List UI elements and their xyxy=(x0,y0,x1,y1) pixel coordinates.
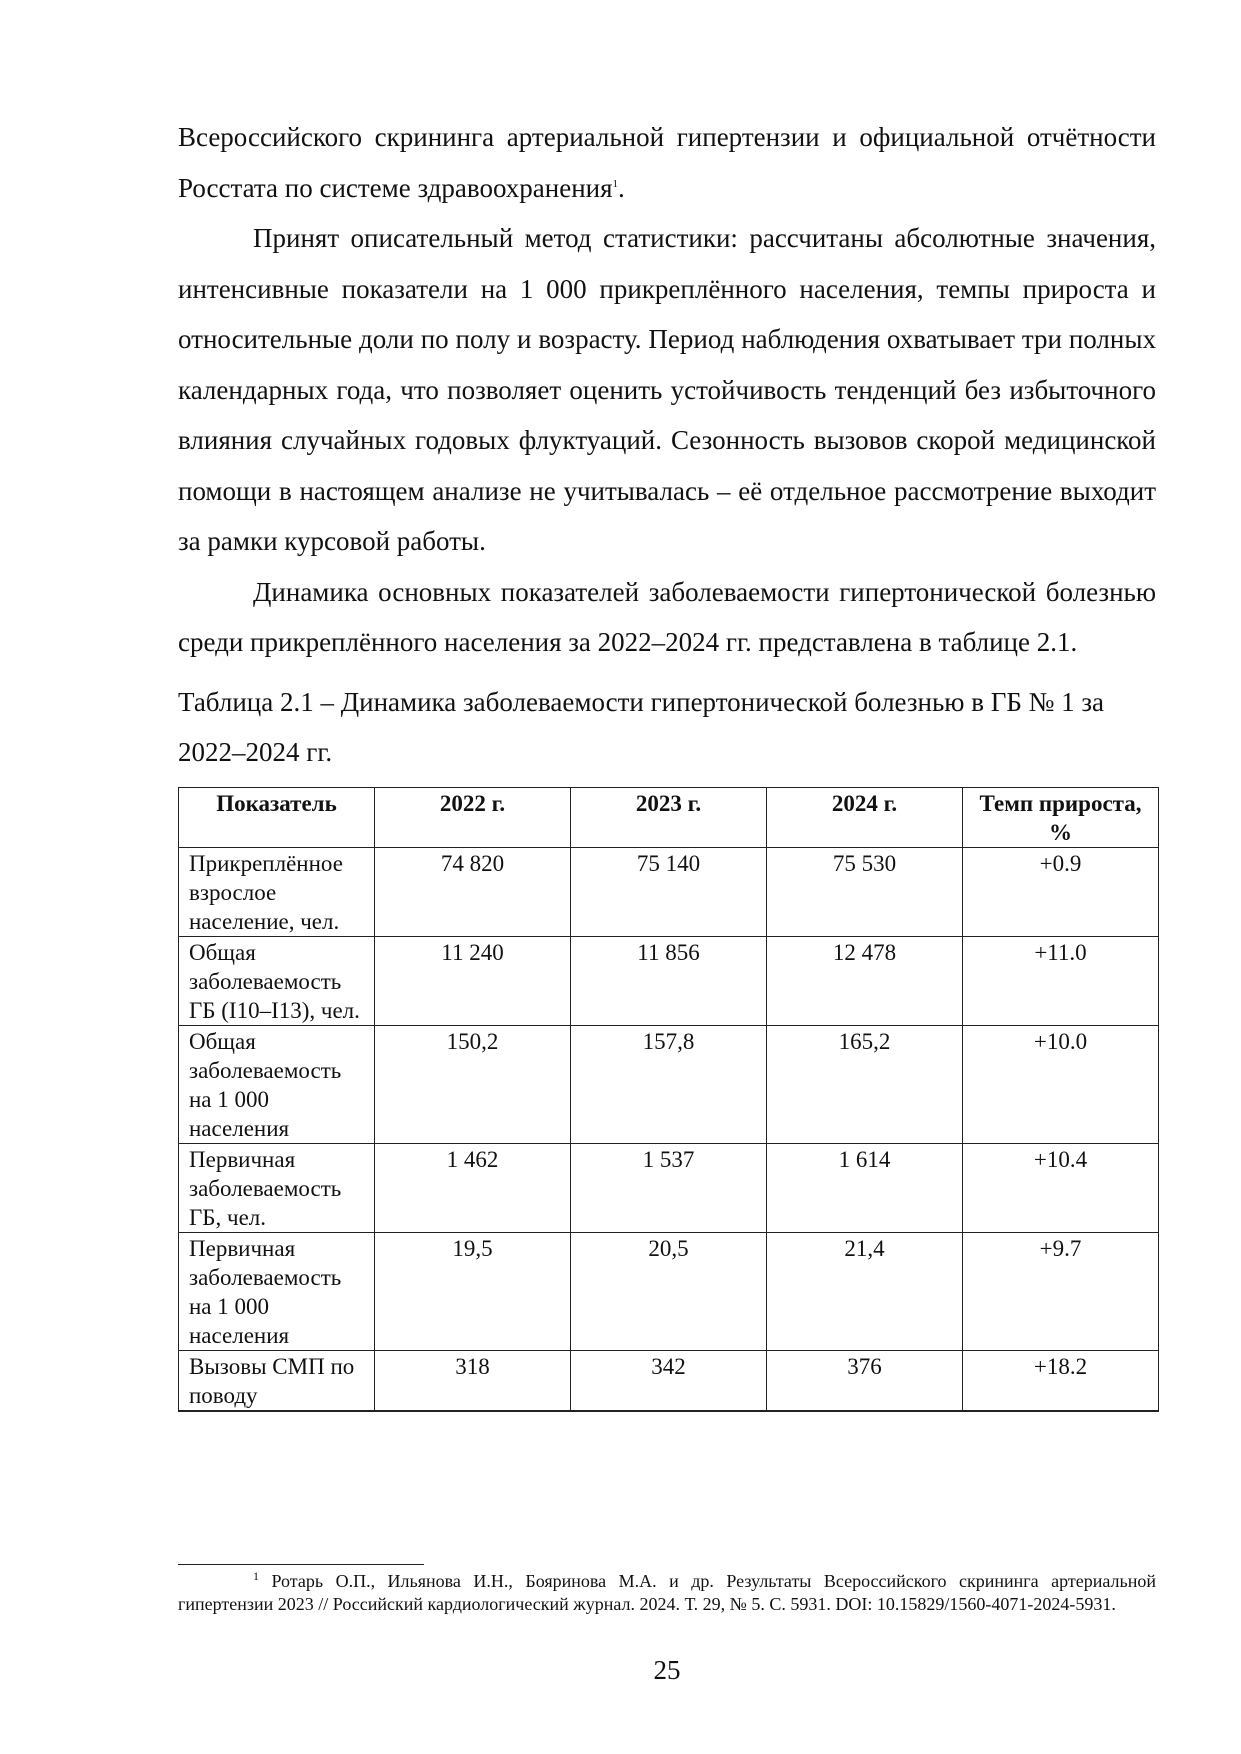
cell-growth: +9.7 xyxy=(963,1232,1159,1350)
table-caption: Таблица 2.1 – Динамика заболеваемости гипертонической болезнью в ГБ № 1 за 2022–2024 гг. xyxy=(178,686,1104,767)
header-2023: 2023 г. xyxy=(571,787,767,847)
paragraph-2: Принят описательный метод статистики: рассчитаны абсолютные значения, интенсивные показатели на 1 000 прикреплённого населения, темпы прироста и относительные доли по полу и возрасту. Период наблюдения охватывает три полных календарных года, что позволяет оценить устойчивость тенденций без избыточного влияния случайных годовых флуктуаций. Сезонность вызовов скорой медицинской помощи в настоящем анализе не учитывалась – её отдельное рассмотрение выходит за рамки курсовой работы. xyxy=(178,223,1156,556)
row-label: Прикреплённое взрослое население, чел. xyxy=(179,847,375,936)
paragraph-1-text: Всероссийского скрининга артериальной гипертензии и официальной отчётности Росстата по системе здравоохранения xyxy=(178,122,1156,203)
header-growth-rate: Темп прироста, % xyxy=(963,787,1159,847)
cell-2022: 19,5 xyxy=(375,1232,571,1350)
cell-growth: +11.0 xyxy=(963,936,1159,1025)
cell-growth: +10.4 xyxy=(963,1143,1159,1232)
cell-2022: 150,2 xyxy=(375,1025,571,1143)
footnote-text: Ротарь О.П., Ильянова И.Н., Бояринова М.А. и др. Результаты Всероссийского скрининга артериальной гипертензии 2023 // Российский кардиологический журнал. 2024. Т. 29, № 5. С. 5931. DOI: 10.15829/1560-4071-2024-5931. xyxy=(178,1571,1156,1614)
cell-2023: 157,8 xyxy=(571,1025,767,1143)
table-row xyxy=(179,1025,1159,1143)
paragraph-1-end: . xyxy=(618,172,625,203)
table-row xyxy=(179,1232,1159,1350)
table-row xyxy=(179,1143,1159,1232)
cell-2024: 165,2 xyxy=(767,1025,963,1143)
header-2024: 2024 г. xyxy=(767,787,963,847)
cell-2022: 74 820 xyxy=(375,847,571,936)
paragraph-3: Динамика основных показателей заболеваемости гипертонической болезнью среди прикреплённого населения за 2022–2024 гг. представлена в таблице 2.1. xyxy=(178,576,1156,657)
table-row xyxy=(179,847,1159,936)
row-label: Общая заболеваемость ГБ (I10–I13), чел. xyxy=(179,936,375,1025)
cell-2023: 11 856 xyxy=(571,936,767,1025)
cell-growth: +18.2 xyxy=(963,1350,1159,1411)
page-number: 25 xyxy=(653,1655,681,1685)
header-2022: 2022 г. xyxy=(375,787,571,847)
row-label: Первичная заболеваемость на 1 000 населения xyxy=(179,1232,375,1350)
footnote-reference[interactable]: 1 xyxy=(612,177,619,190)
cell-2024: 21,4 xyxy=(767,1232,963,1350)
cell-2024: 75 530 xyxy=(767,847,963,936)
cell-2024: 376 xyxy=(767,1350,963,1411)
cell-growth: +0.9 xyxy=(963,847,1159,936)
incidence-table xyxy=(178,787,1159,1412)
table-header-row xyxy=(179,787,1159,847)
row-label: Общая заболеваемость на 1 000 населения xyxy=(179,1025,375,1143)
page-content xyxy=(178,112,1156,1412)
footnote xyxy=(178,1570,1156,1615)
table-row xyxy=(179,936,1159,1025)
cell-2022: 318 xyxy=(375,1350,571,1411)
header-indicator: Показатель xyxy=(179,787,375,847)
cell-2023: 75 140 xyxy=(571,847,767,936)
cell-2022: 1 462 xyxy=(375,1143,571,1232)
cell-2024: 1 614 xyxy=(767,1143,963,1232)
footnote-number: 1 xyxy=(253,1569,259,1583)
cell-2024: 12 478 xyxy=(767,936,963,1025)
row-label: Вызовы СМП по поводу xyxy=(179,1350,375,1411)
cell-2022: 11 240 xyxy=(375,936,571,1025)
footnote-separator xyxy=(178,1564,424,1565)
cell-2023: 342 xyxy=(571,1350,767,1411)
cell-2023: 20,5 xyxy=(571,1232,767,1350)
row-label: Первичная заболеваемость ГБ, чел. xyxy=(179,1143,375,1232)
cell-growth: +10.0 xyxy=(963,1025,1159,1143)
cell-2023: 1 537 xyxy=(571,1143,767,1232)
table-row xyxy=(179,1350,1159,1411)
paragraph-1 xyxy=(178,112,1156,213)
